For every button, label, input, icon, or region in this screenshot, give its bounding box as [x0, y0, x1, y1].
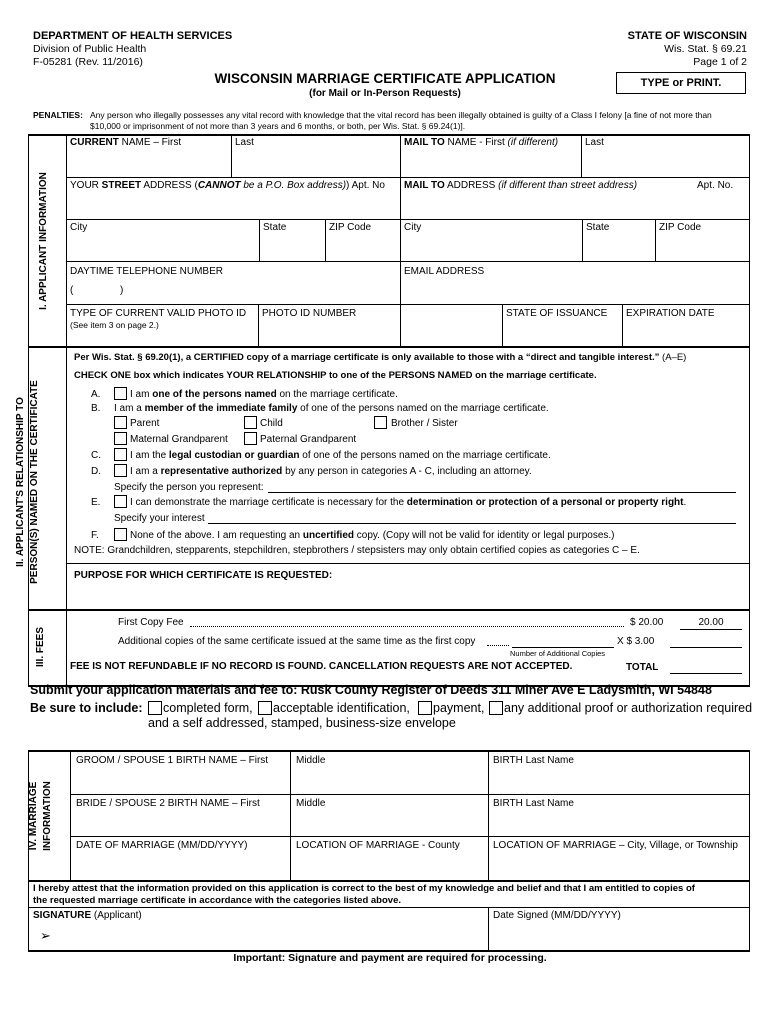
statute-ref: Wis. Stat. § 69.21: [664, 43, 747, 55]
mail-zip-label: ZIP Code: [659, 222, 702, 233]
email-input[interactable]: [404, 282, 748, 302]
first-copy-fee-amount: $ 20.00: [630, 617, 664, 628]
date-signed-input[interactable]: [493, 925, 749, 947]
child-label: Child: [260, 418, 283, 429]
state-name: STATE OF WISCONSIN: [627, 30, 747, 42]
bride-middle-name-label: Middle: [296, 798, 326, 809]
zip-label: ZIP Code: [329, 222, 372, 233]
photo-id-number-label: PHOTO ID NUMBER: [262, 308, 357, 319]
option-c-checkbox[interactable]: [114, 448, 127, 461]
current-last-name-label: Last: [235, 137, 254, 148]
purpose-input[interactable]: [74, 584, 748, 608]
phone-label: DAYTIME TELEPHONE NUMBER: [70, 266, 223, 277]
mail-state-label: State: [586, 222, 610, 233]
identification-checkbox[interactable]: [258, 701, 272, 715]
brother-sister-label: Brother / Sister: [391, 418, 458, 429]
be-sure-to-include: Be sure to include:: [30, 701, 143, 715]
first-copy-fee-label: First Copy Fee: [118, 617, 184, 628]
zip-input[interactable]: [329, 237, 401, 259]
see-item-note: (See item 3 on page 2.): [70, 320, 159, 330]
penalties-text-1: Any person who illegally possesses any vital record with knowledge that the vital record has been illegally obtained is guilty of a Class I felony [a fine of not more than: [90, 110, 712, 120]
type-or-print-box: TYPE or PRINT.: [616, 72, 746, 94]
maternal-grandparent-checkbox[interactable]: [114, 432, 127, 445]
payment-label: payment,: [433, 701, 485, 715]
option-d-text: I am a representative authorized by any person in categories A - C, including an attorney.: [130, 466, 532, 477]
identification-label: acceptable identification,: [273, 701, 410, 715]
mail-to-address-label: MAIL TO ADDRESS (if different than street address): [404, 180, 638, 191]
division-name: Division of Public Health: [33, 43, 147, 55]
photo-id-type-label: TYPE OF CURRENT VALID PHOTO ID: [70, 308, 247, 319]
envelope-label: and a self addressed, stamped, business-size envelope: [148, 716, 456, 730]
additional-copy-price: X $ 3.00: [617, 636, 655, 647]
option-d-letter: D.: [91, 466, 101, 477]
marriage-county-input[interactable]: [296, 855, 488, 877]
marriage-date-label: DATE OF MARRIAGE (MM/DD/YYYY): [76, 840, 248, 851]
section-2-title: II. APPLICANT'S RELATIONSHIP TO PERSON(S) NAMED ON THE CERTIFICATE: [15, 380, 40, 584]
signature-arrow-icon: ➢: [40, 928, 51, 943]
phone-paren-open: (: [70, 285, 74, 296]
marriage-city-label: LOCATION OF MARRIAGE – City, Village, or Township: [493, 840, 738, 851]
mail-to-first-name-input[interactable]: [404, 152, 580, 174]
attestation-line-1: I hereby attest that the information provided on this application is correct to the best of my knowledge and belief and that I am entitled to copies of: [33, 883, 695, 894]
option-f-checkbox[interactable]: [114, 528, 127, 541]
penalties-text-2: $10,000 or imprisonment of not more than 3 years and 6 months, or both, per Wis. Stat. § 69.24(1)].: [90, 121, 466, 131]
option-e-text: I can demonstrate the marriage certificate is necessary for the determination or protection of a personal or property right.: [130, 497, 687, 508]
additional-proof-checkbox[interactable]: [489, 701, 503, 715]
specify-person-input[interactable]: [270, 478, 738, 494]
option-f-text: None of the above. I am requesting an uncertified copy. (Copy will not be valid for identity or legal purposes.): [130, 530, 615, 541]
check-one-instruction: CHECK ONE box which indicates YOUR RELATIONSHIP to one of the PERSONS NAMED on the marriage certificate.: [74, 370, 597, 381]
section-4-title: IV. MARRIAGE INFORMATION: [28, 781, 53, 851]
parent-checkbox[interactable]: [114, 416, 127, 429]
expiration-label: EXPIRATION DATE: [626, 308, 715, 319]
option-b-letter: B.: [91, 403, 101, 414]
additional-copies-input[interactable]: [514, 634, 616, 648]
marriage-city-input[interactable]: [493, 855, 749, 877]
additional-copies-label: Additional copies of the same certificate issued at the same time as the first copy: [118, 636, 476, 647]
section-1-title: I. APPLICANT INFORMATION: [38, 172, 49, 310]
total-label: TOTAL: [626, 662, 659, 673]
bride-middle-name-input[interactable]: [296, 812, 488, 834]
city-input[interactable]: [70, 237, 259, 259]
option-b-text: I am a member of the immediate family of one of the persons named on the marriage certificate.: [114, 403, 549, 414]
state-issuance-input[interactable]: [506, 323, 622, 345]
completed-form-checkbox[interactable]: [148, 701, 162, 715]
paternal-grandparent-checkbox[interactable]: [244, 432, 257, 445]
paternal-grandparent-label: Paternal Grandparent: [260, 434, 357, 445]
groom-last-name-input[interactable]: [493, 770, 749, 792]
option-c-letter: C.: [91, 450, 101, 461]
state-issuance-label: STATE OF ISSUANCE: [506, 308, 608, 319]
phone-area-code-input[interactable]: [78, 282, 120, 302]
email-label: EMAIL ADDRESS: [404, 266, 485, 277]
bride-last-name-input[interactable]: [493, 812, 749, 834]
signature-input[interactable]: [60, 925, 484, 947]
form-title: WISCONSIN MARRIAGE CERTIFICATE APPLICATION: [214, 71, 556, 86]
purpose-label: PURPOSE FOR WHICH CERTIFICATE IS REQUESTED:: [74, 570, 333, 581]
brother-sister-checkbox[interactable]: [374, 416, 387, 429]
mail-city-label: City: [404, 222, 422, 233]
specify-interest-label: Specify your interest: [114, 513, 205, 524]
page-number: Page 1 of 2: [693, 56, 747, 68]
option-d-checkbox[interactable]: [114, 464, 127, 477]
city-label: City: [70, 222, 88, 233]
phone-paren-close: ): [120, 285, 124, 296]
photo-id-type-input[interactable]: [70, 331, 258, 347]
photo-id-number-input[interactable]: [262, 323, 502, 345]
completed-form-label: completed form,: [163, 701, 253, 715]
submit-instructions: Submit your application materials and fee to: Rusk County Register of Deeds 311 Miner Ave E Ladysmith, WI 54848: [30, 683, 712, 697]
attestation-line-2: the requested marriage certificate in accordance with the categories listed above.: [33, 895, 401, 906]
section-3-title: III. FEES: [35, 627, 46, 668]
current-last-name-input[interactable]: [235, 152, 399, 174]
direct-tangible-interest-note: Per Wis. Stat. § 69.20(1), a CERTIFIED copy of a marriage certificate is only available to those with a “direct and tangible interest.” (A–E): [74, 352, 687, 363]
mail-to-last-name-input[interactable]: [585, 152, 749, 174]
street-address-input[interactable]: [70, 195, 399, 217]
parent-label: Parent: [130, 418, 160, 429]
specify-person-label: Specify the person you represent:: [114, 482, 264, 493]
additional-copies-total-input[interactable]: [672, 634, 744, 648]
signature-label: SIGNATURE (Applicant): [33, 910, 142, 921]
child-checkbox[interactable]: [244, 416, 257, 429]
mail-state-input[interactable]: [586, 237, 655, 259]
groom-first-name-input[interactable]: [76, 770, 290, 792]
form-number: F-05281 (Rev. 11/2016): [33, 56, 143, 68]
option-e-checkbox[interactable]: [114, 495, 127, 508]
first-copy-fee-value: 20.00: [698, 617, 724, 628]
date-signed-label: Date Signed (MM/DD/YYYY): [493, 910, 621, 921]
mail-to-address-input[interactable]: [404, 195, 748, 217]
specify-interest-input[interactable]: [210, 509, 738, 525]
bride-last-name-label: BIRTH Last Name: [493, 798, 574, 809]
mail-to-name-label: MAIL TO NAME - First (if different): [404, 137, 559, 148]
payment-checkbox[interactable]: [418, 701, 432, 715]
groom-last-name-label: BIRTH Last Name: [493, 755, 574, 766]
mail-apt-label: Apt. No.: [697, 180, 734, 191]
option-a-text: I am one of the persons named on the marriage certificate.: [130, 389, 398, 400]
expiration-input[interactable]: [626, 323, 749, 345]
mail-zip-input[interactable]: [659, 237, 749, 259]
marriage-date-input[interactable]: [76, 855, 290, 877]
form-subtitle: (for Mail or In-Person Requests): [309, 88, 461, 99]
fee-refund-notice: FEE IS NOT REFUNDABLE IF NO RECORD IS FOUND. CANCELLATION REQUESTS ARE NOT ACCEPTED.: [70, 661, 573, 672]
state-label: State: [263, 222, 287, 233]
option-f-letter: F.: [91, 530, 99, 541]
option-e-letter: E.: [91, 497, 101, 508]
maternal-grandparent-label: Maternal Grandparent: [130, 434, 228, 445]
bride-first-name-label: BRIDE / SPOUSE 2 BIRTH NAME – First: [76, 798, 260, 809]
total-input[interactable]: [672, 660, 744, 674]
marriage-county-label: LOCATION OF MARRIAGE - County: [296, 840, 460, 851]
option-c-text: I am the legal custodian or guardian of one of the persons named on the marriage certificate.: [130, 450, 551, 461]
state-input[interactable]: [263, 237, 325, 259]
option-a-checkbox[interactable]: [114, 387, 127, 400]
additional-proof-label: any additional proof or authorization required: [504, 701, 753, 715]
current-first-name-input[interactable]: [70, 152, 229, 174]
penalties-label: PENALTIES:: [33, 110, 83, 120]
grandchildren-note: NOTE: Grandchildren, stepparents, stepchildren, stepbrothers / stepsisters may only obtain certified copies as categories C – E.: [74, 545, 640, 556]
important-footer: Important: Signature and payment are required for processing.: [233, 952, 547, 964]
mail-city-input[interactable]: [404, 237, 582, 259]
current-name-label: CURRENT NAME – First: [70, 137, 182, 148]
street-address-label: YOUR STREET ADDRESS (CANNOT be a P.O. Box address)) Apt. No: [70, 180, 385, 191]
number-additional-copies-caption: Number of Additional Copies: [510, 649, 606, 658]
groom-first-name-label: GROOM / SPOUSE 1 BIRTH NAME – First: [76, 755, 269, 766]
dept-name: DEPARTMENT OF HEALTH SERVICES: [33, 30, 233, 42]
bride-first-name-input[interactable]: [76, 812, 290, 834]
groom-middle-name-label: Middle: [296, 755, 326, 766]
phone-number-input[interactable]: [130, 282, 399, 302]
mail-to-last-name-label: Last: [585, 137, 604, 148]
option-a-letter: A.: [91, 389, 101, 400]
groom-middle-name-input[interactable]: [296, 770, 488, 792]
